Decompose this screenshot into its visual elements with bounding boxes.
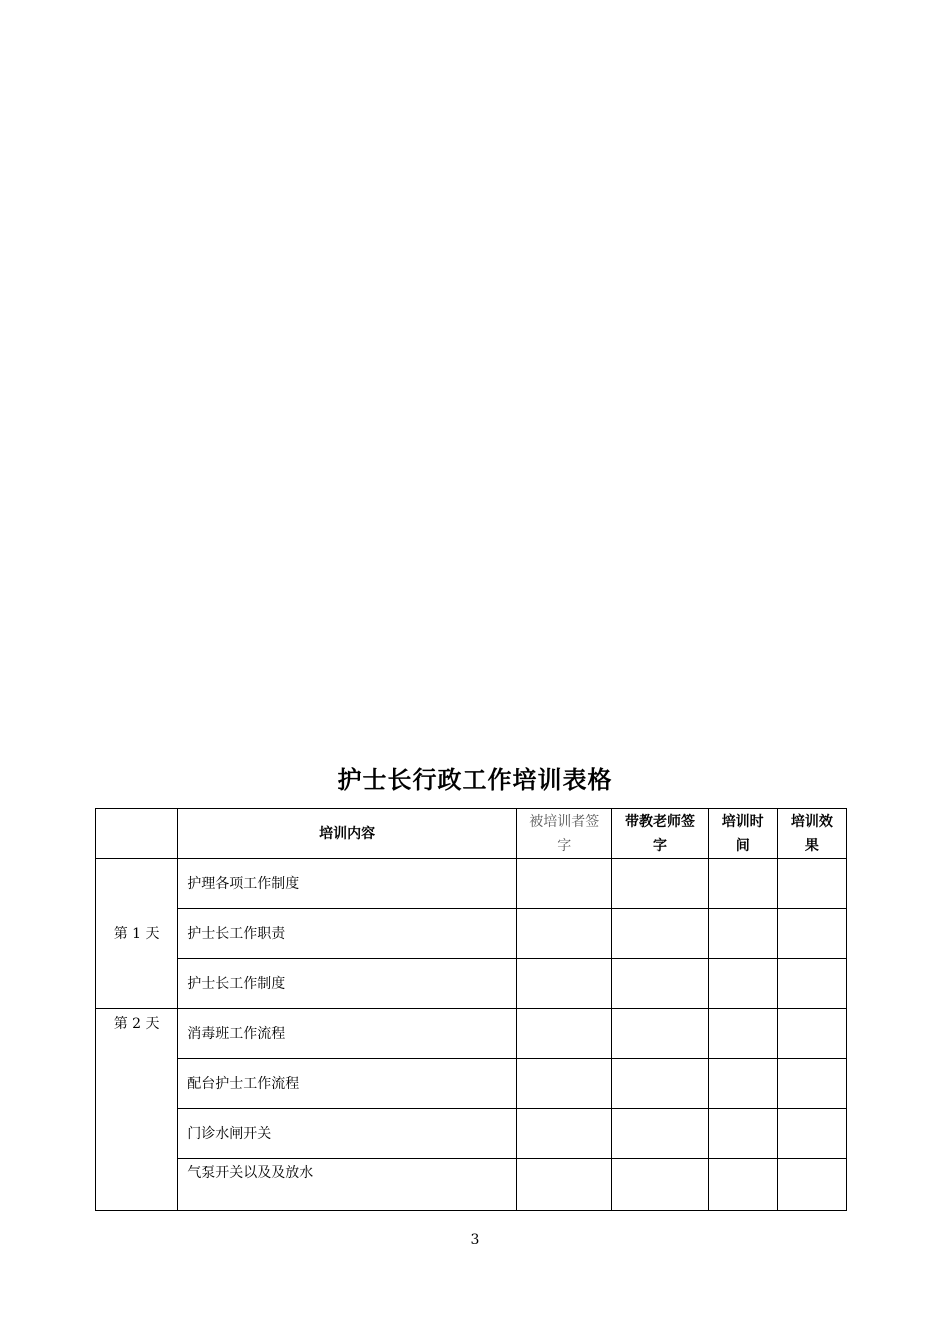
training-item: 护理各项工作制度 xyxy=(178,859,517,909)
header-teacher-line2: 字 xyxy=(652,837,667,854)
header-effect-line2: 果 xyxy=(804,837,819,854)
training-time-cell[interactable] xyxy=(708,909,777,959)
teacher-signature-cell[interactable] xyxy=(612,1009,708,1059)
document-title: 护士长行政工作培训表格 xyxy=(337,766,613,794)
trainee-signature-cell[interactable] xyxy=(517,859,612,909)
header-time-line2: 间 xyxy=(735,837,750,854)
teacher-signature-cell[interactable] xyxy=(612,859,708,909)
training-effect-cell[interactable] xyxy=(777,909,846,959)
header-training-time xyxy=(708,809,777,859)
trainee-signature-cell[interactable] xyxy=(517,909,612,959)
training-effect-cell[interactable] xyxy=(777,1159,846,1211)
header-day-cell xyxy=(96,809,178,859)
header-training-effect xyxy=(777,809,846,859)
header-trainee-line1: 被培训者签 xyxy=(529,813,600,830)
training-effect-cell[interactable] xyxy=(777,1009,846,1059)
header-time-line1: 培训时 xyxy=(721,813,764,830)
training-time-cell[interactable] xyxy=(708,1109,777,1159)
table-row xyxy=(96,1109,847,1159)
trainee-signature-cell[interactable] xyxy=(517,1109,612,1159)
training-time-cell[interactable] xyxy=(708,859,777,909)
day-label-1: 第 1 天 xyxy=(96,859,178,1009)
training-time-cell[interactable] xyxy=(708,959,777,1009)
table-row xyxy=(96,859,847,909)
table-header-row xyxy=(96,809,847,859)
table-row xyxy=(96,909,847,959)
training-time-cell[interactable] xyxy=(708,1159,777,1211)
training-table xyxy=(95,808,847,1211)
page-number: 3 xyxy=(470,1232,480,1248)
training-effect-cell[interactable] xyxy=(777,859,846,909)
trainee-signature-cell[interactable] xyxy=(517,1159,612,1211)
training-item: 配台护士工作流程 xyxy=(178,1059,517,1109)
training-item: 气泵开关以及及放水 xyxy=(178,1159,517,1211)
training-time-cell[interactable] xyxy=(708,1059,777,1109)
trainee-signature-cell[interactable] xyxy=(517,1009,612,1059)
teacher-signature-cell[interactable] xyxy=(612,1059,708,1109)
table-row xyxy=(96,1009,847,1059)
training-effect-cell[interactable] xyxy=(777,1109,846,1159)
table-row xyxy=(96,1159,847,1211)
teacher-signature-cell[interactable] xyxy=(612,1159,708,1211)
training-effect-cell[interactable] xyxy=(777,1059,846,1109)
trainee-signature-cell[interactable] xyxy=(517,959,612,1009)
training-time-cell[interactable] xyxy=(708,1009,777,1059)
day-label-2: 第 2 天 xyxy=(96,1009,178,1211)
training-item: 护士长工作职责 xyxy=(178,909,517,959)
teacher-signature-cell[interactable] xyxy=(612,959,708,1009)
header-teacher-signature xyxy=(612,809,708,859)
training-effect-cell[interactable] xyxy=(777,959,846,1009)
table-row xyxy=(96,959,847,1009)
table-row xyxy=(96,1059,847,1109)
teacher-signature-cell[interactable] xyxy=(612,1109,708,1159)
header-effect-line1: 培训效 xyxy=(790,813,833,830)
training-item: 消毒班工作流程 xyxy=(178,1009,517,1059)
training-item: 护士长工作制度 xyxy=(178,959,517,1009)
header-content: 培训内容 xyxy=(178,809,517,859)
teacher-signature-cell[interactable] xyxy=(612,909,708,959)
header-trainee-signature xyxy=(517,809,612,859)
header-trainee-line2: 字 xyxy=(557,837,572,854)
training-item: 门诊水闸开关 xyxy=(178,1109,517,1159)
header-teacher-line1: 带教老师签 xyxy=(624,813,695,830)
trainee-signature-cell[interactable] xyxy=(517,1059,612,1109)
